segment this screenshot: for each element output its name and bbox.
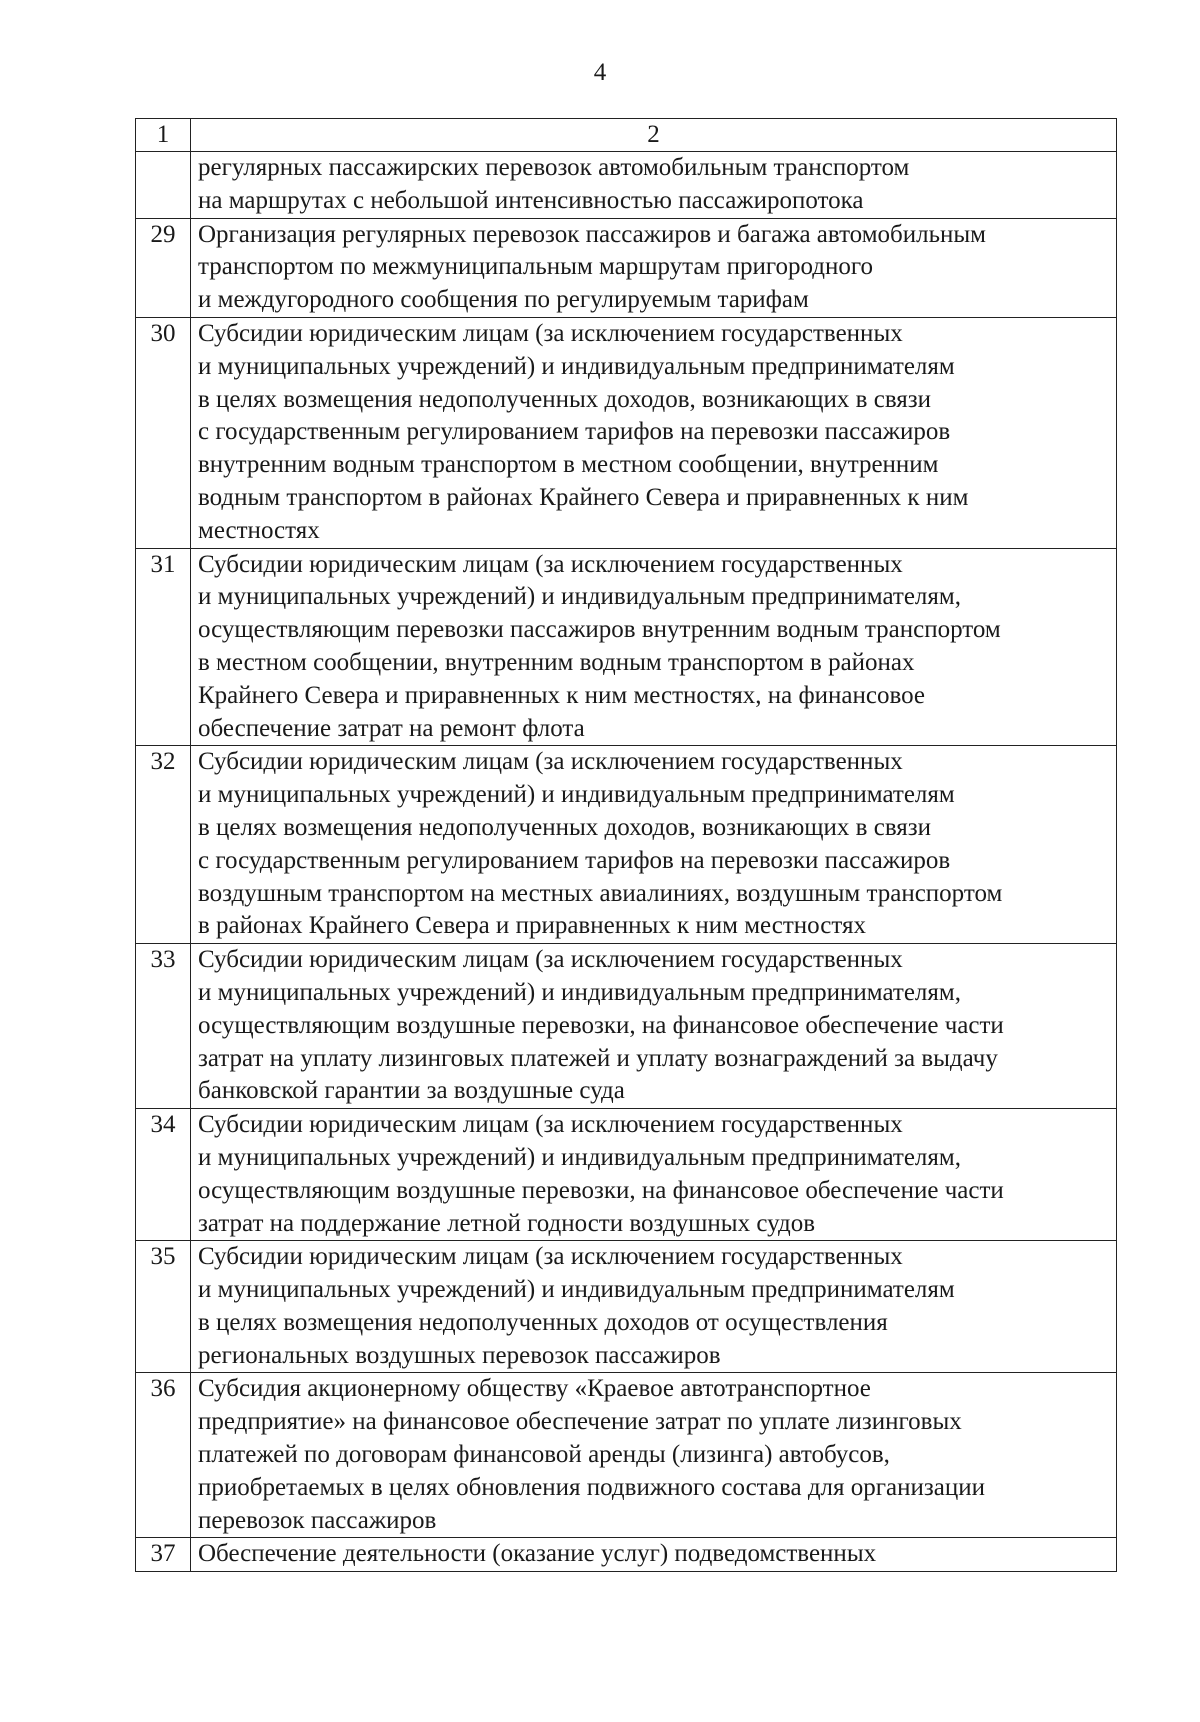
table-row	[136, 1538, 1117, 1572]
header-col-2: 2	[191, 119, 1117, 152]
table-row	[136, 218, 1117, 317]
page-number: 4	[593, 59, 607, 86]
row-number: 33	[136, 944, 191, 1109]
table-row	[136, 746, 1117, 944]
row-number: 31	[136, 548, 191, 746]
row-number: 36	[136, 1373, 191, 1538]
table-row	[136, 1241, 1117, 1373]
table-row	[136, 317, 1117, 548]
table-row	[136, 1109, 1117, 1241]
row-text: Организация регулярных перевозок пассажиров и багажа автомобильным транспортом по межмуниципальным маршрутам пригородного и междугородного сообщения по регулируемым тарифам	[191, 218, 1117, 317]
row-number: 37	[136, 1538, 191, 1572]
header-col-1: 1	[136, 119, 191, 152]
row-number: 35	[136, 1241, 191, 1373]
table-row	[136, 944, 1117, 1109]
row-number: 34	[136, 1109, 191, 1241]
row-text: регулярных пассажирских перевозок автомобильным транспортом на маршрутах с небольшой интенсивностью пассажиропотока	[191, 152, 1117, 219]
document-table	[135, 118, 1117, 1572]
row-number: 29	[136, 218, 191, 317]
table-row	[136, 548, 1117, 746]
row-text: Субсидии юридическим лицам (за исключением государственных и муниципальных учреждений) и индивидуальным предпринимателям в целях возмещения недополученных доходов, возникающих в связи с государственным регулированием тарифов на перевозки пассажиров внутренним водным транспортом в местном сообщении, внутренним водным транспортом в районах Крайнего Севера и приравненных к ним местностях	[191, 317, 1117, 548]
row-text: Субсидия акционерному обществу «Краевое автотранспортное предприятие» на финансовое обеспечение затрат по уплате лизинговых платежей по договорам финансовой аренды (лизинга) автобусов, приобретаемых в целях обновления подвижного состава для организации перевозок пассажиров	[191, 1373, 1117, 1538]
row-number: 30	[136, 317, 191, 548]
row-number: 32	[136, 746, 191, 944]
table-row	[136, 1373, 1117, 1538]
table-row	[136, 152, 1117, 219]
row-text: Субсидии юридическим лицам (за исключением государственных и муниципальных учреждений) и индивидуальным предпринимателям, осуществляющим воздушные перевозки, на финансовое обеспечение части затрат на поддержание летной годности воздушных судов	[191, 1109, 1117, 1241]
row-text: Субсидии юридическим лицам (за исключением государственных и муниципальных учреждений) и индивидуальным предпринимателям в целях возмещения недополученных доходов от осуществления региональных воздушных перевозок пассажиров	[191, 1241, 1117, 1373]
row-number	[136, 152, 191, 219]
row-text: Субсидии юридическим лицам (за исключением государственных и муниципальных учреждений) и индивидуальным предпринимателям в целях возмещения недополученных доходов, возникающих в связи с государственным регулированием тарифов на перевозки пассажиров воздушным транспортом на местных авиалиниях, воздушным транспортом в районах Крайнего Севера и приравненных к ним местностях	[191, 746, 1117, 944]
row-text: Субсидии юридическим лицам (за исключением государственных и муниципальных учреждений) и индивидуальным предпринимателям, осуществляющим перевозки пассажиров внутренним водным транспортом в местном сообщении, внутренним водным транспортом в районах Крайнего Севера и приравненных к ним местностях, на финансовое обеспечение затрат на ремонт флота	[191, 548, 1117, 746]
row-text: Обеспечение деятельности (оказание услуг) подведомственных	[191, 1538, 1117, 1572]
table-header-row	[136, 119, 1117, 152]
row-text: Субсидии юридическим лицам (за исключением государственных и муниципальных учреждений) и индивидуальным предпринимателям, осуществляющим воздушные перевозки, на финансовое обеспечение части затрат на уплату лизинговых платежей и уплату вознаграждений за выдачу банковской гарантии за воздушные суда	[191, 944, 1117, 1109]
